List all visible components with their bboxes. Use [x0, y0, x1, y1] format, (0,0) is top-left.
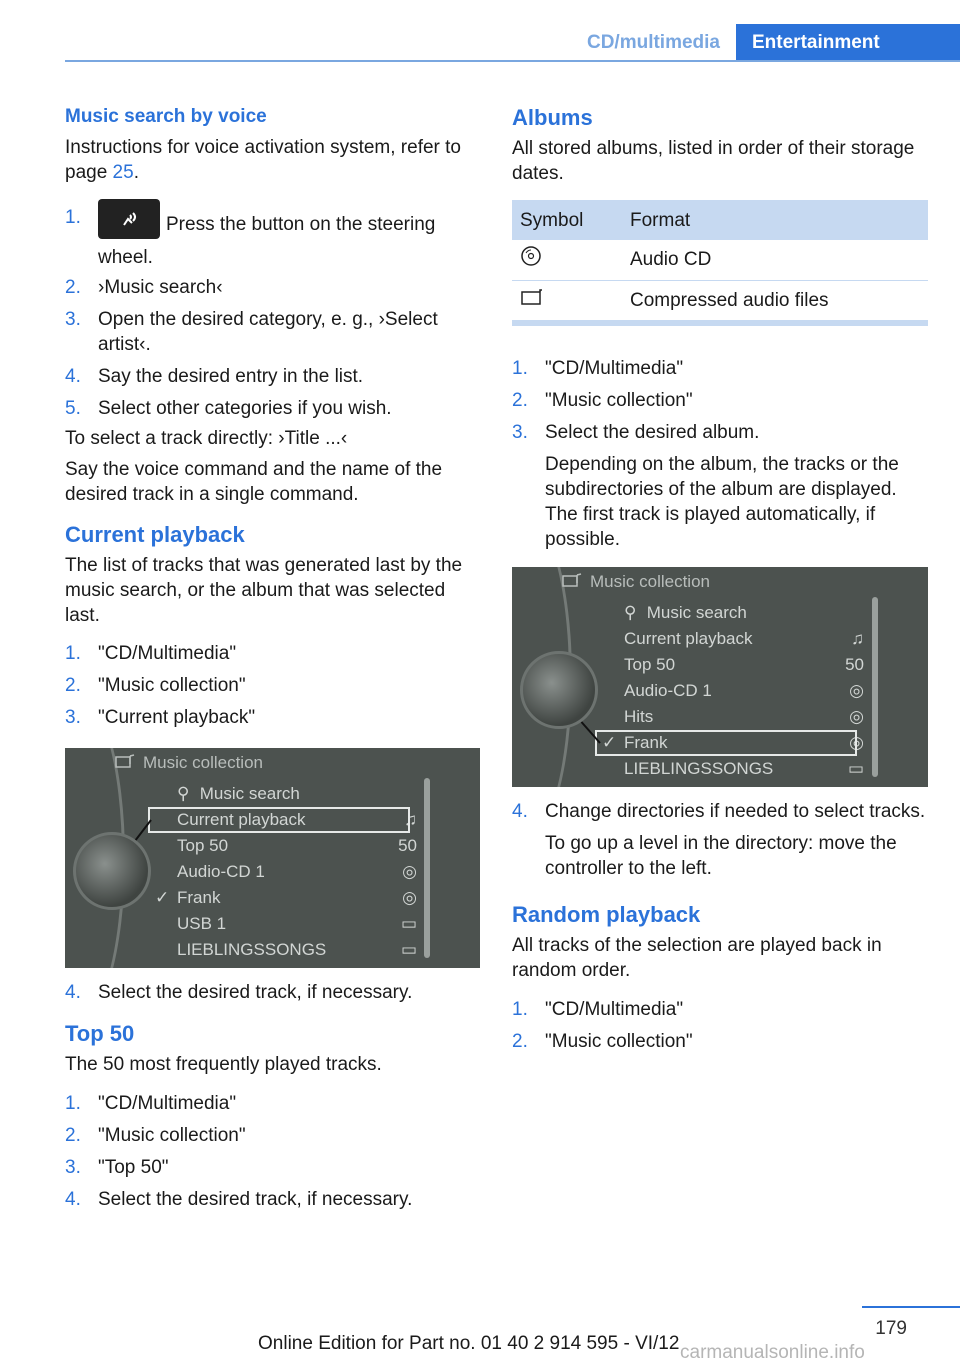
table-row: [512, 240, 928, 280]
top50-steps: [65, 1091, 483, 1212]
albums-step3-note: Depending on the album, the tracks or the subdirectories of the album are displayed. The first track is played automatically, if possible.: [545, 453, 899, 550]
header-rule: [65, 60, 960, 62]
menu-label: Frank: [624, 732, 668, 752]
step-text: "CD/Multimedia": [545, 357, 684, 379]
step-number: 3.: [65, 309, 81, 330]
step-number: 4.: [512, 800, 528, 822]
controller-dial: [520, 651, 598, 729]
step-number: 2.: [65, 1125, 81, 1146]
watermark: carmanualsonline.info: [680, 1342, 865, 1362]
menu-row[interactable]: [155, 885, 417, 911]
page-number: 179: [875, 1318, 907, 1339]
checkmark-icon: ✓: [602, 732, 617, 752]
page-link[interactable]: 25: [112, 162, 134, 183]
albums-steps: [512, 356, 928, 445]
list-item: [65, 396, 483, 421]
search-icon: ⚲: [177, 784, 190, 803]
menu-row[interactable]: [624, 600, 864, 626]
list-item: [65, 673, 483, 698]
table-header-row: [512, 200, 928, 240]
list-item: [512, 997, 928, 1022]
menu-row[interactable]: [624, 704, 864, 730]
list-item: [65, 980, 483, 1005]
current-playback-heading: Current playback: [65, 522, 245, 547]
symbol-table: [512, 200, 928, 321]
table-row: [512, 280, 928, 320]
menu-row[interactable]: [177, 859, 417, 885]
albums-intro: All stored albums, listed in order of their storage dates.: [512, 138, 915, 184]
track-direct: To select a track directly: ›Title ...‹: [65, 428, 348, 449]
selection-highlight: [595, 730, 857, 756]
menu-label: Current playback: [177, 810, 306, 829]
scrollbar: [424, 778, 430, 958]
menu-label: Music search: [199, 784, 300, 803]
step-text: ›Music search‹: [98, 277, 223, 298]
step-text: Select the desired track, if necessary.: [98, 982, 413, 1003]
table-end-rule: [512, 321, 928, 326]
list-item: [512, 356, 928, 381]
scrollbar: [872, 597, 878, 777]
voice-intro-text: Instructions for voice activation system, refer to page: [65, 137, 461, 183]
chapter-tab: Entertainment: [736, 24, 960, 61]
menu-label: Top 50: [177, 836, 229, 855]
step-text: Select the desired album.: [545, 421, 760, 443]
step-text: Select the desired track, if necessary.: [98, 1189, 413, 1210]
menu-label: Music search: [646, 602, 747, 622]
step-text: "Music collection": [545, 389, 693, 411]
list-item: [65, 275, 483, 300]
step-text: Change directories if needed to select tracks.: [545, 800, 926, 822]
list-item: [65, 364, 483, 389]
step-text: "Music collection": [98, 1125, 246, 1146]
step-number: 1.: [512, 357, 528, 379]
step-number: 4.: [65, 982, 81, 1003]
cd-icon: ◎: [849, 732, 864, 752]
menu-label: LIEBLINGSSONGS: [177, 940, 327, 959]
current-intro: The list of tracks that was generated last by the music search, or the album that was selected last.: [65, 555, 463, 626]
list-item: [65, 307, 483, 357]
step-number: 1.: [512, 998, 528, 1020]
list-item: [65, 1091, 483, 1116]
list-item: [512, 799, 928, 824]
list-item: [65, 1155, 483, 1180]
right-column: [512, 104, 928, 1061]
screen-title: Music collection: [143, 753, 263, 772]
menu-row[interactable]: [624, 678, 864, 704]
step-text: [98, 205, 483, 270]
step-number: 3.: [512, 421, 528, 443]
menu-label: Audio-CD 1: [177, 862, 265, 881]
cd-icon: ◎: [849, 706, 864, 726]
menu-row[interactable]: [177, 833, 417, 859]
top50-heading: Top 50: [65, 1021, 135, 1046]
section-title: CD/multimedia: [586, 32, 720, 53]
format-cell: Audio CD: [622, 240, 928, 280]
menu-value: 50: [398, 836, 417, 855]
step-number: 2.: [512, 389, 528, 411]
footer-rule: [862, 1306, 960, 1308]
step-text: "Music collection": [545, 1030, 693, 1052]
menu-label: USB 1: [177, 914, 227, 933]
step-text: "Current playback": [98, 707, 256, 728]
menu-value: 50: [845, 654, 864, 674]
random-steps: [512, 997, 928, 1054]
playlist-icon: ♫: [404, 810, 417, 829]
top50-intro: The 50 most frequently played tracks.: [65, 1054, 382, 1075]
step-text: Say the desired entry in the list.: [98, 366, 364, 387]
playlist-icon: ♫: [851, 628, 864, 648]
menu-label: Frank: [177, 888, 221, 907]
menu-row[interactable]: [177, 937, 417, 963]
menu-row[interactable]: [624, 756, 864, 782]
list-item: [65, 205, 483, 270]
voice-steps: [65, 205, 483, 421]
voice-intro-end: .: [133, 162, 139, 183]
albums-step4: [512, 799, 928, 824]
menu-label: Audio-CD 1: [624, 680, 712, 700]
checkmark-icon: ✓: [155, 888, 170, 907]
menu-row[interactable]: [624, 626, 864, 652]
albums-heading: Albums: [512, 105, 593, 130]
cd-icon: ◎: [402, 888, 417, 907]
step-number: 4.: [65, 366, 81, 387]
controller-dial: [73, 832, 151, 910]
step-number: 2.: [65, 277, 81, 298]
menu-label: LIEBLINGSSONGS: [624, 758, 774, 778]
menu-row[interactable]: [177, 781, 417, 807]
step-number: 3.: [65, 707, 81, 728]
edition-note: Online Edition for Part no. 01 40 2 914 595 - VI/12: [258, 1333, 680, 1354]
step-number: 2.: [512, 1030, 528, 1052]
step-number: 5.: [65, 398, 81, 419]
list-item: [512, 1029, 928, 1054]
step-number: 1.: [65, 207, 81, 228]
menu-row[interactable]: [624, 652, 864, 678]
voice-intro: [65, 135, 483, 185]
col-symbol: Symbol: [512, 200, 622, 240]
step-text: "CD/Multimedia": [98, 1093, 237, 1114]
symbol-cell: [512, 280, 622, 320]
step-number: 2.: [65, 675, 81, 696]
menu-label: Hits: [624, 706, 654, 726]
idrive-screenshot-current-playback: [65, 748, 480, 968]
menu-row[interactable]: [177, 911, 417, 937]
step-number: 4.: [65, 1189, 81, 1210]
col-format: Format: [622, 200, 928, 240]
list-item: [65, 1123, 483, 1148]
left-column: [65, 104, 483, 1219]
menu-label: Current playback: [624, 628, 753, 648]
voice-search-heading: Music search by voice: [65, 106, 267, 127]
step-number: 1.: [65, 1093, 81, 1114]
list-item: [512, 388, 928, 413]
voice-button-icon: [98, 199, 160, 239]
step-text: "CD/Multimedia": [98, 643, 237, 664]
folder-icon: ▭: [400, 914, 417, 933]
cd-icon: ◎: [849, 680, 864, 700]
symbol-cell: [512, 240, 622, 280]
list-item: [65, 705, 483, 730]
current-steps: [65, 641, 483, 730]
random-heading: Random playback: [512, 901, 701, 927]
step-text: Open the desired category, e. g., ›Select artist‹.: [98, 309, 438, 355]
idrive-screenshot-albums: [512, 567, 928, 787]
track-note: Say the voice command and the name of the desired track in a single command.: [65, 459, 443, 505]
list-item: [65, 1187, 483, 1212]
step-number: 3.: [65, 1157, 81, 1178]
step-number: 1.: [65, 643, 81, 664]
step-text: Select other categories if you wish.: [98, 398, 392, 419]
search-icon: ⚲: [624, 602, 637, 622]
folder-icon: ▭: [400, 940, 417, 959]
selection-highlight: [148, 807, 410, 833]
step-text: "Music collection": [98, 675, 246, 696]
step-text: "Top 50": [98, 1157, 169, 1178]
list-item: [65, 641, 483, 666]
cd-icon: [520, 245, 542, 267]
music-folder-icon: [562, 573, 582, 587]
current-step4: [65, 980, 483, 1005]
step-text-label: Press the button on the steering wheel.: [98, 214, 436, 268]
format-cell: Compressed audio files: [622, 280, 928, 320]
folder-icon: [520, 287, 544, 307]
page-header: [0, 0, 960, 62]
albums-step4-note: To go up a level in the directory: move the controller to the left.: [545, 832, 897, 879]
screen-title: Music collection: [590, 571, 710, 591]
random-intro: All tracks of the selection are played back in random order.: [512, 934, 882, 981]
list-item: [512, 420, 928, 445]
music-folder-icon: [115, 754, 135, 768]
folder-icon: ▭: [847, 758, 864, 778]
step-text: "CD/Multimedia": [545, 998, 684, 1020]
menu-label: Top 50: [624, 654, 676, 674]
cd-icon: ◎: [402, 862, 417, 881]
